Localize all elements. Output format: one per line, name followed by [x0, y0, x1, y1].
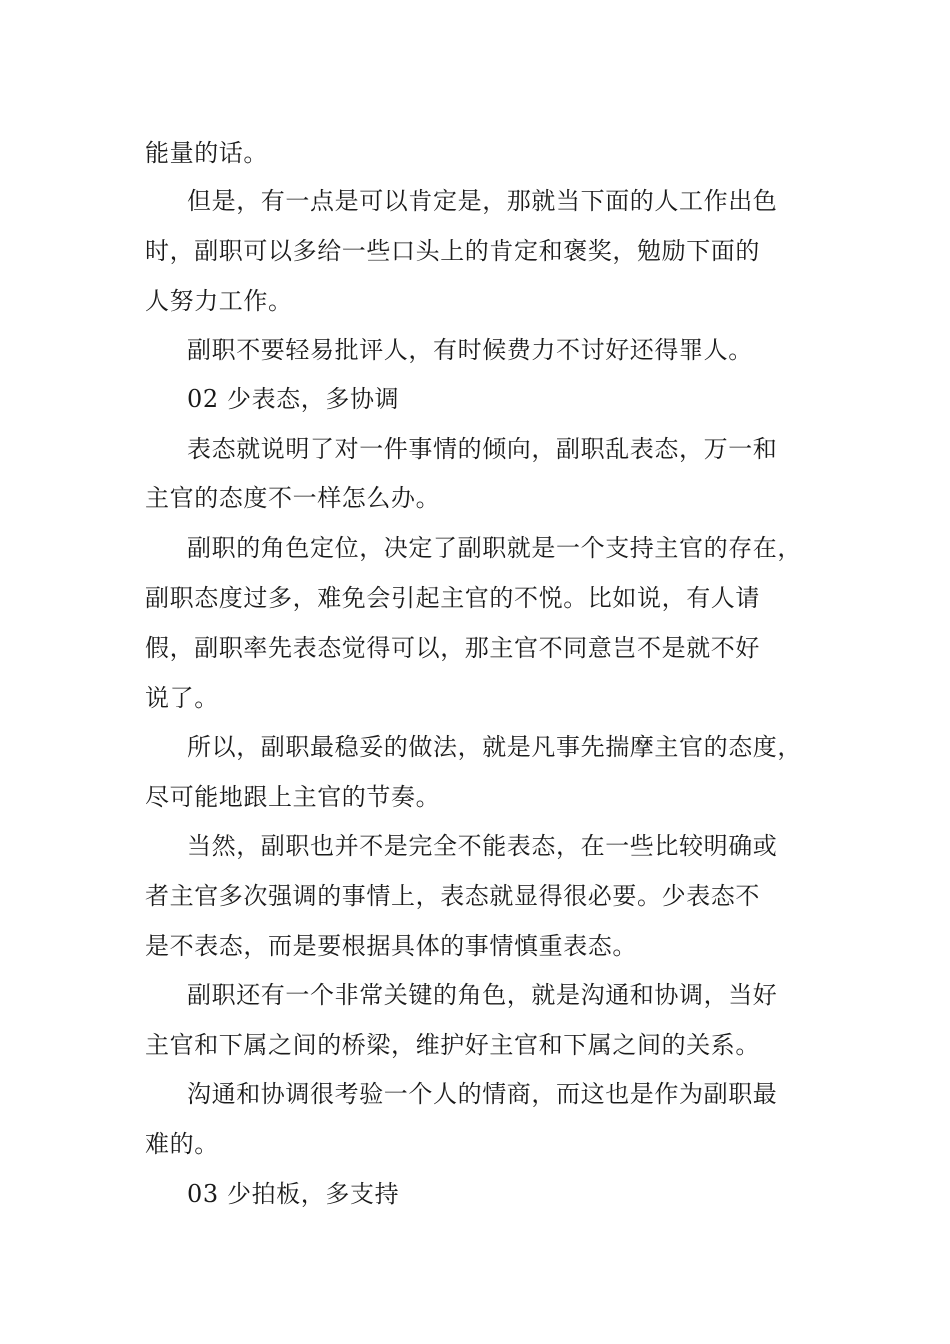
- text-line: 但是，有一点是可以肯定是，那就当下面的人工作出色: [187, 187, 778, 215]
- text-line: 所以，副职最稳妥的做法，就是凡事先揣摩主官的态度，: [187, 733, 802, 761]
- text-line: 副职不要轻易批评人，有时候费力不讨好还得罪人。: [187, 336, 753, 364]
- text-line: 者主官多次强调的事情上，表态就显得很必要。少表态不: [145, 882, 760, 910]
- text-line: 尽可能地跟上主官的节奏。: [145, 783, 441, 811]
- text-line: 说了。: [145, 684, 219, 712]
- section-heading: 02 少表态，多协调: [187, 385, 400, 413]
- text-line: 当然，副职也并不是完全不能表态，在一些比较明确或: [187, 832, 778, 860]
- text-line: 副职态度过多，难免会引起主官的不悦。比如说，有人请: [145, 584, 760, 612]
- text-line: 假，副职率先表态觉得可以，那主官不同意岂不是就不好: [145, 634, 760, 662]
- text-line: 主官和下属之间的桥梁，维护好主官和下属之间的关系。: [145, 1031, 760, 1059]
- text-line: 副职的角色定位，决定了副职就是一个支持主官的存在，: [187, 534, 802, 562]
- text-line: 沟通和协调很考验一个人的情商，而这也是作为副职最: [187, 1080, 778, 1108]
- section-heading: 03 少拍板，多支持: [187, 1180, 400, 1208]
- text-line: 副职还有一个非常关键的角色，就是沟通和协调，当好: [187, 981, 778, 1009]
- text-line: 能量的话。: [145, 139, 268, 167]
- text-line: 主官的态度不一样怎么办。: [145, 484, 441, 512]
- text-line: 时，副职可以多给一些口头上的肯定和褒奖，勉励下面的: [145, 237, 760, 265]
- text-line: 是不表态，而是要根据具体的事情慎重表态。: [145, 932, 637, 960]
- text-line: 人努力工作。: [145, 287, 293, 315]
- text-line: 表态就说明了对一件事情的倾向，副职乱表态，万一和: [187, 435, 778, 463]
- text-line: 难的。: [145, 1130, 219, 1158]
